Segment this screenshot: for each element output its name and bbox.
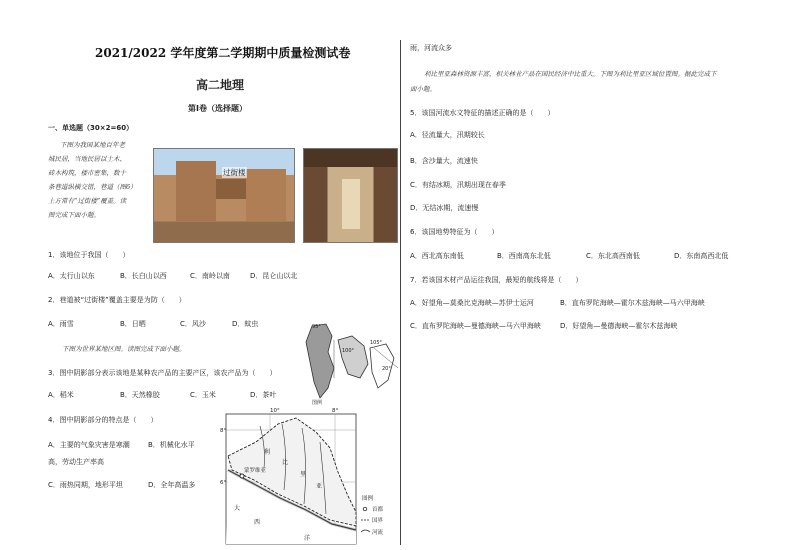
legend-item: 国界: [372, 518, 384, 524]
roof-shape: [304, 149, 397, 167]
q6-option-a: A．西北高东南低: [410, 252, 464, 260]
question-1-stem: 1．该地位于我国（ ）: [48, 251, 130, 259]
q5-option-b: B．含沙量大，流速快: [410, 157, 478, 165]
q5-option-c: C．有结冰期，汛期出现在春季: [410, 181, 506, 189]
passage-1: [48, 140, 152, 224]
passage-3-line-2: 面小题。: [410, 85, 436, 93]
q1-option-a: A．太行山以东: [48, 272, 95, 280]
legend-item: 首都: [372, 507, 384, 513]
q2-option-c: C．风沙: [180, 320, 206, 328]
passage-line: 上方常有“过街楼”覆盖。读: [48, 197, 127, 205]
ocean-char: 大: [234, 505, 241, 512]
building-shape: [246, 169, 286, 221]
subject-title: 高二地理: [196, 78, 245, 92]
question-2-stem: 2．巷道被“过街楼”覆盖主要是为防（ ）: [48, 296, 186, 304]
q6-option-c: C．东北高西南低: [586, 252, 640, 260]
question-4-stem: 4．图中阴影部分的特点是（ ）: [48, 416, 158, 424]
legend-river-icon: [361, 530, 370, 532]
q2-option-b: B．日晒: [120, 320, 146, 328]
lat-label: 20°: [382, 366, 391, 372]
alley-photo: [303, 148, 398, 243]
q4-option-c: C．雨热同期，地形平坦: [48, 481, 123, 489]
lat-label: 6°: [220, 480, 227, 486]
country-char: 比: [282, 459, 289, 466]
volume-title: 第Ⅰ卷（选择题）: [188, 104, 247, 113]
q7-option-a: A．好望角—莫桑比克海峡—苏伊士运河: [410, 299, 534, 307]
lat-label: 8°: [220, 428, 227, 434]
alley-light-shape: [342, 179, 360, 229]
q1-option-c: C．南岭以南: [190, 272, 230, 280]
building-shape: [176, 161, 216, 221]
country-char: 利: [264, 449, 271, 456]
lon-label: 8°: [332, 408, 339, 414]
q2-option-a: A．雨雪: [48, 320, 74, 328]
lat-label: 95°: [312, 324, 321, 330]
liberia-map: [220, 408, 400, 548]
country-char: 亚: [316, 483, 323, 490]
map-legend: 图例: [312, 400, 323, 406]
legend-capital-icon: [363, 507, 367, 511]
question-6-stem: 6．该国地势特征为（ ）: [410, 228, 499, 236]
q3-option-d: D．茶叶: [250, 391, 277, 399]
lon-label: 10°: [270, 408, 280, 414]
question-5-stem: 5．该国河流水文特征的描述正确的是（ ）: [410, 109, 555, 117]
q1-option-b: B．长白山以西: [120, 272, 167, 280]
question-3-stem: 3．图中阴影部分表示该地是某种农产品的主要产区，该农产品为（ ）: [48, 369, 277, 377]
passage-line: 图完成下面小题。: [48, 211, 100, 219]
country-char: 里: [300, 471, 307, 478]
q4-option-d: D．全年高温多: [148, 481, 196, 489]
q5-option-d: D．无结冰期，流速慢: [410, 204, 479, 212]
southeast-asia-map: [298, 318, 400, 408]
passage-2: 下图为世界某地区图。读图完成下面小题。: [62, 345, 186, 353]
passage-line: 条巷道纵横交错，巷道（图6）: [48, 183, 137, 191]
passage-line: 下图为我国某地百年老: [60, 141, 125, 149]
q7-option-b: B．直布罗陀海峡—霍尔木兹海峡—马六甲海峡: [560, 299, 705, 307]
q4-option-ab-cont: 高，劳动生产率高: [48, 458, 104, 466]
lat-label: 105°: [370, 340, 383, 346]
passage-line: 砖木构筑，楼市密集，数十: [48, 169, 126, 177]
q6-option-d: D．东南高西北低: [674, 252, 729, 260]
legend-item: 河流: [372, 530, 384, 536]
q7-option-d: D．好望角—曼德海峡—霍尔木兹海峡: [560, 322, 678, 330]
q3-option-c: C．玉米: [190, 391, 216, 399]
old-town-photo: [153, 148, 295, 243]
q3-option-a: A．稻米: [48, 391, 74, 399]
ocean-char: 洋: [304, 535, 311, 542]
capital-marker: [240, 474, 244, 478]
overpass-label: 过街楼: [223, 168, 246, 177]
legend-title: 图例: [362, 496, 374, 502]
q1-option-d: D．昆仑山以北: [250, 272, 298, 280]
capital-label: 蒙罗维亚: [244, 468, 267, 474]
question-7-stem: 7．若该国木材产品运往我国，最短的航线将是（ ）: [410, 276, 583, 284]
q4-option-d-cont: 雨，河流众多: [410, 44, 452, 52]
passage-line: 城民居，当地民居以土木、: [48, 155, 126, 163]
q4-option-b: B．机械化水平: [148, 441, 195, 449]
q2-option-d: D．蚊虫: [232, 320, 259, 328]
passage-3-line-1: 利比里亚森林资源丰富，相关林业产品在国民经济中比重大。下图为利比里亚区域位置图。据此完成下: [424, 70, 717, 78]
q4-option-a: A．主要的气象灾害是寒潮: [48, 441, 130, 449]
section-title: 一、单选题（30×2=60）: [48, 124, 134, 132]
q3-option-b: B．天然橡胶: [120, 391, 160, 399]
column-divider: [400, 40, 401, 545]
exam-title: 2021/2022 学年度第二学期期中质量检测试卷: [95, 46, 351, 60]
q5-option-a: A．径流量大，汛期较长: [410, 131, 485, 139]
q6-option-b: B．西南高东北低: [497, 252, 551, 260]
lat-label: 100°: [342, 348, 355, 354]
q7-option-c: C．直布罗陀海峡—曼德海峡—马六甲海峡: [410, 322, 541, 330]
overpass-shape: [216, 179, 246, 199]
ocean-char: 西: [254, 519, 261, 526]
